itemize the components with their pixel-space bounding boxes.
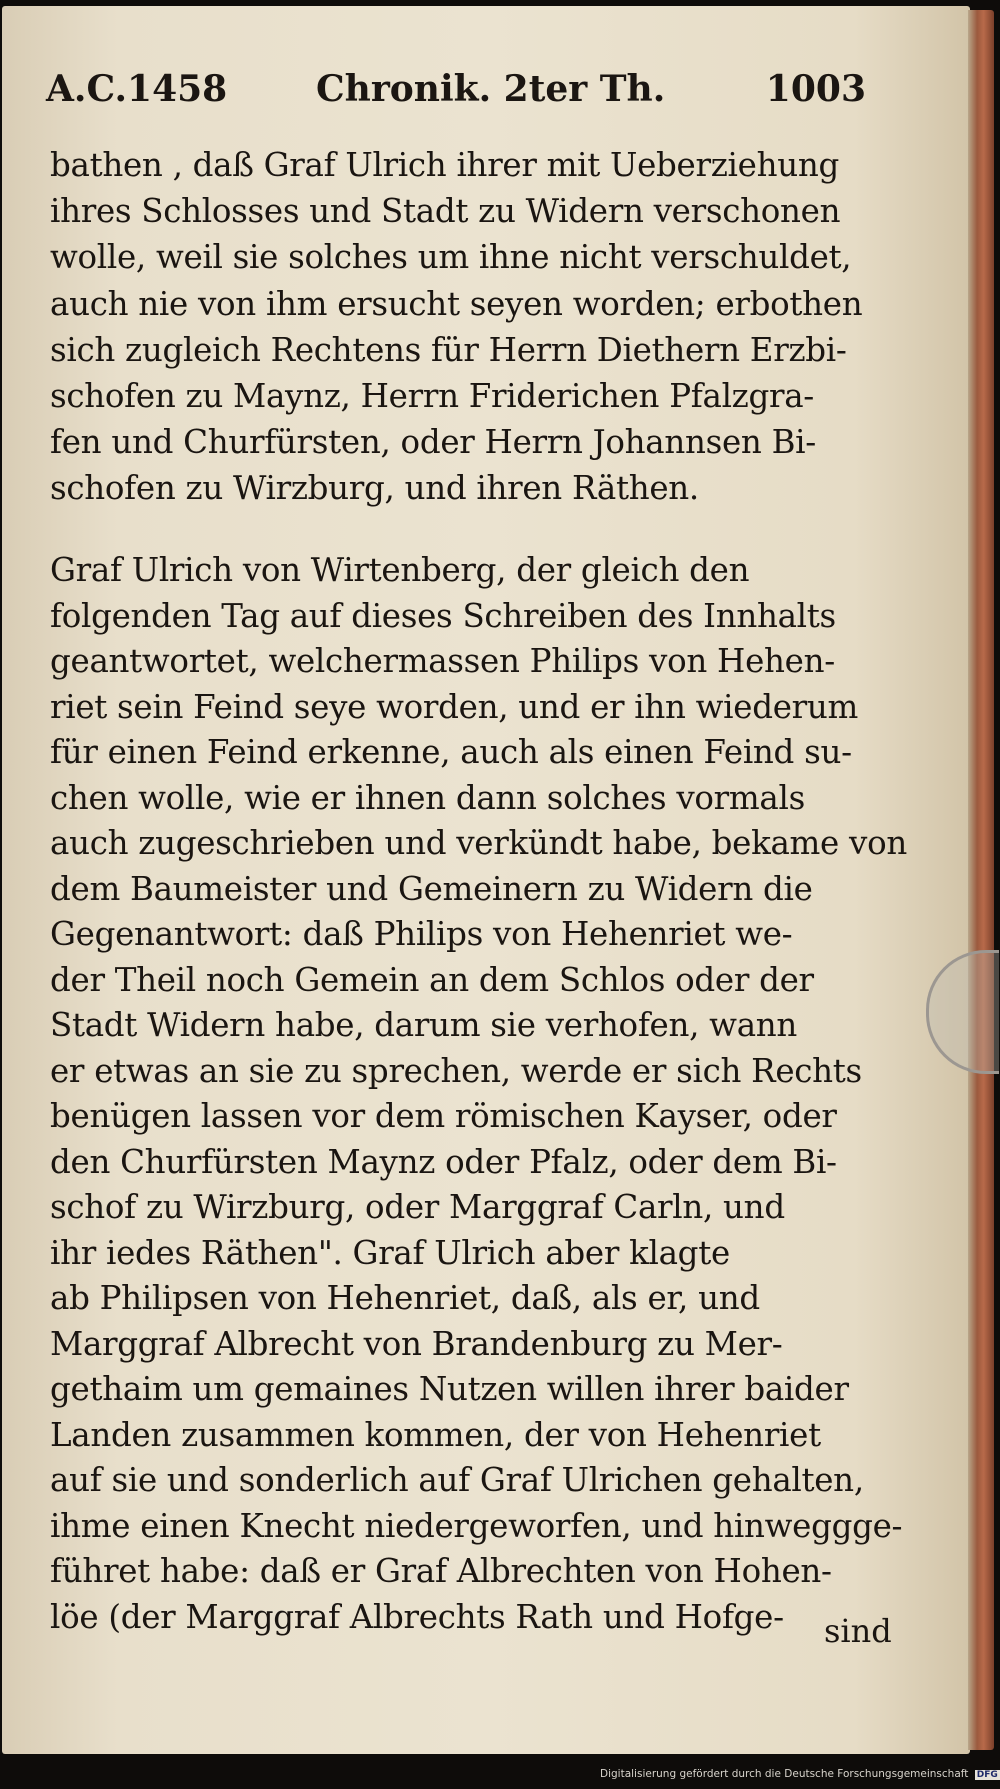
text-line: dem Baumeister und Gemeinern zu Widern die <box>50 869 813 908</box>
catchword: sind <box>824 1612 892 1650</box>
text-line: er etwas an sie zu sprechen, werde er sich Rechts <box>50 1051 862 1090</box>
text-line: ihr iedes Räthen". Graf Ulrich aber klagte <box>50 1233 730 1272</box>
text-line: schof zu Wirzburg, oder Marggraf Carln, und <box>50 1188 785 1226</box>
digitization-credit <box>600 1768 998 1786</box>
text-line: fen und Churfürsten, oder Herrn Johannsen Bi- <box>50 423 816 462</box>
text-line: Marggraf Albrecht von Brandenburg zu Mer- <box>50 1324 783 1363</box>
text-line: löe (der Marggraf Albrechts Rath und Hofge- <box>50 1597 784 1636</box>
page-number: 1003 <box>765 68 866 110</box>
text-line: Landen zusammen kommen, der von Hehenriet <box>50 1415 821 1454</box>
text-line: ihres Schlosses und Stadt zu Widern verschonen <box>50 192 841 231</box>
text-line: ihme einen Knecht niedergeworfen, und hinweggge- <box>50 1506 903 1545</box>
text-line: bathen , daß Graf Ulrich ihrer mit Ueberziehung <box>50 146 839 184</box>
paragraph-1 <box>50 142 880 512</box>
text-line: Graf Ulrich von Wirtenberg, der gleich den <box>50 551 750 589</box>
text-line: führet habe: daß er Graf Albrechten von Hohen- <box>50 1552 832 1590</box>
dfg-logo: DFG <box>976 1770 998 1780</box>
text-line: benügen lassen vor dem römischen Kayser, oder <box>50 1097 837 1135</box>
text-line: ab Philipsen von Hehenriet, daß, als er, und <box>50 1279 760 1317</box>
text-line: riet sein Feind seye worden, und er ihn wiederum <box>50 687 859 726</box>
text-line: Gegenantwort: daß Philips von Hehenriet we- <box>50 915 793 953</box>
page-edge <box>968 10 994 1750</box>
text-line: sich zugleich Rechtens für Herrn Diethern Erzbi- <box>50 330 847 369</box>
text-line: schofen zu Maynz, Herrn Friderichen Pfalzgra- <box>50 376 814 415</box>
text-line: geantwortet, welchermassen Philips von Hehen- <box>50 642 835 680</box>
text-line: auch zugeschrieben und verkündt habe, bekame von <box>50 824 907 862</box>
credit-text: Digitalisierung gefördert durch die Deutsche Forschungsgemeinschaft <box>600 1768 969 1780</box>
text-line: wolle, weil sie solches um ihne nicht verschuldet, <box>50 238 852 277</box>
paragraph-2 <box>50 548 907 1640</box>
text-line: auch nie von ihm ersucht seyen worden; erbothen <box>50 284 863 323</box>
header-title: Chronik. 2ter Th. <box>316 68 666 110</box>
text-line: chen wolle, wie er ihnen dann solches vormals <box>50 778 805 817</box>
text-line: Stadt Widern habe, darum sie verhofen, wann <box>50 1006 798 1044</box>
text-line: den Churfürsten Maynz oder Pfalz, oder dem Bi- <box>50 1142 837 1181</box>
header-year: A.C.1458 <box>46 68 228 110</box>
text-line: auf sie und sonderlich auf Graf Ulrichen gehalten, <box>50 1461 864 1499</box>
text-line: der Theil noch Gemein an dem Schlos oder der <box>50 960 814 999</box>
text-line: für einen Feind erkenne, auch als einen Feind su- <box>50 733 852 771</box>
text-line: folgenden Tag auf dieses Schreiben des Innhalts <box>50 596 836 635</box>
text-line: schofen zu Wirzburg, und ihren Räthen. <box>50 469 699 508</box>
text-line: gethaim um gemaines Nutzen willen ihrer baider <box>50 1370 849 1408</box>
running-header <box>46 68 866 118</box>
